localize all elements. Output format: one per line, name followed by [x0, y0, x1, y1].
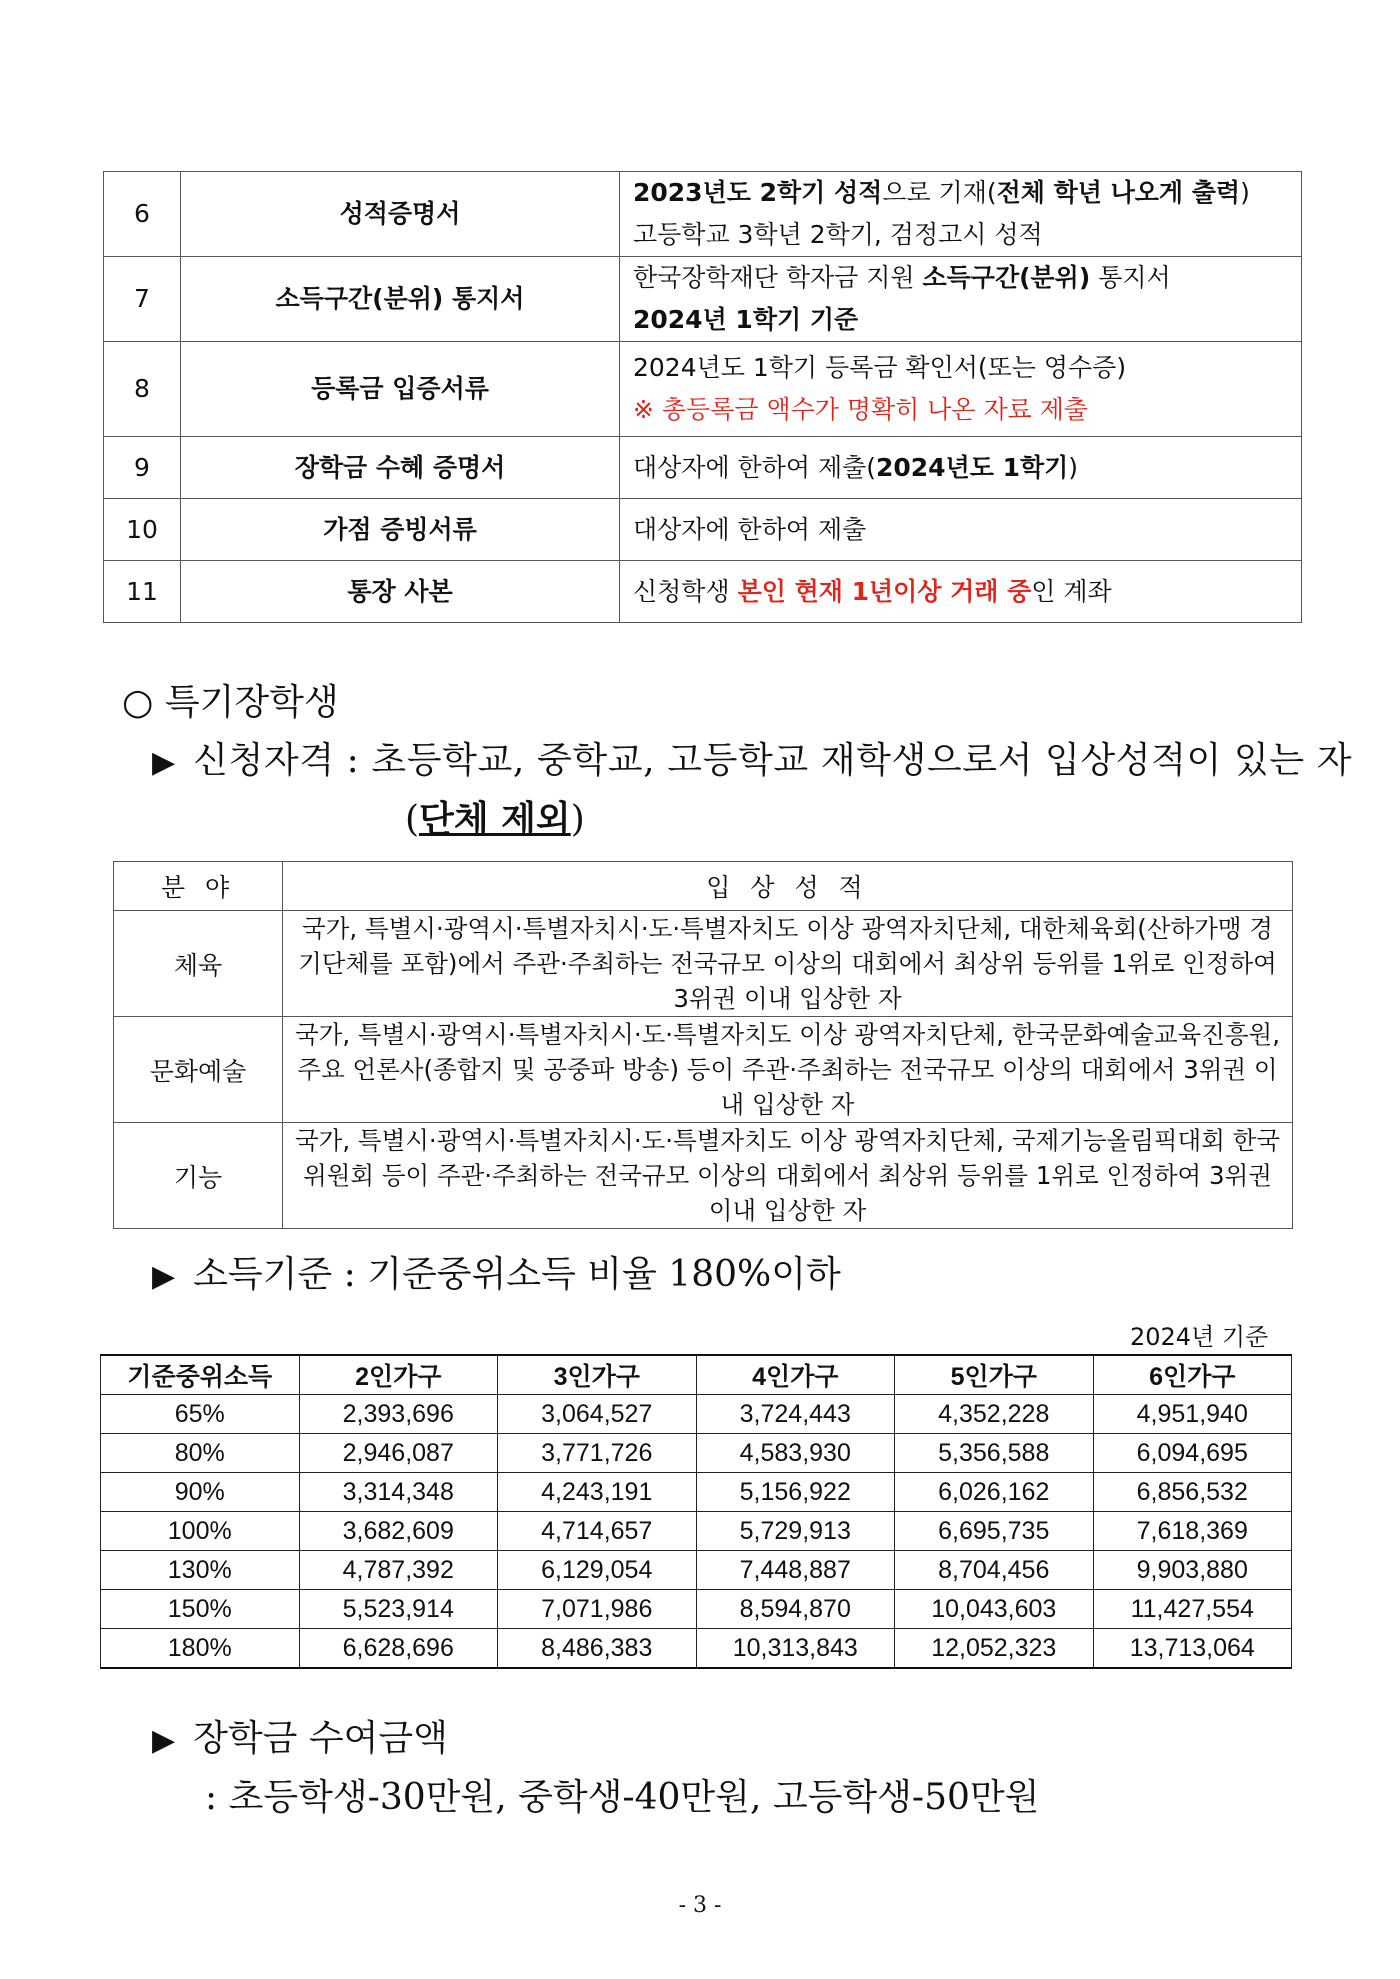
description-segment: ※ 총등록금 액수가 명확히 나온 자료 제출 [633, 395, 1089, 424]
description-segment: 소득구간(분위) [922, 263, 1091, 292]
income-table [100, 1354, 1292, 1669]
award-criteria: 국가, 특별시·광역시·특별자치시·도·특별자치도 이상 광역자치단체, 국제기능올림픽대회 한국위원회 등이 주관·주최하는 전국규모 이상의 대회에서 최상위 등위를 1위로 인정하여 3위권 이내 입상한 자 [283, 1123, 1293, 1229]
income-value-cell: 3,771,726 [498, 1434, 697, 1473]
description-segment: 전체 학년 나오게 출력 [996, 178, 1241, 207]
document-description [620, 437, 1302, 499]
income-value-cell: 10,043,603 [895, 1590, 1094, 1629]
income-value-cell: 4,352,228 [895, 1395, 1094, 1434]
description-segment: 통지서 [1090, 263, 1171, 292]
description-line [633, 571, 1301, 613]
income-value-cell: 9,903,880 [1093, 1551, 1292, 1590]
income-value-cell: 4,787,392 [299, 1551, 498, 1590]
income-value-cell: 5,523,914 [299, 1590, 498, 1629]
description-segment: ) [1068, 452, 1079, 482]
income-header-cell: 5인가구 [895, 1355, 1094, 1395]
document-description [620, 342, 1302, 437]
paren-close: ) [570, 799, 585, 840]
document-row [104, 257, 1302, 342]
income-value-cell: 7,448,887 [696, 1551, 895, 1590]
income-percent-cell: 80% [101, 1434, 300, 1473]
document-number: 8 [104, 342, 181, 437]
income-percent-cell: 65% [101, 1395, 300, 1434]
amount-heading [152, 1716, 448, 1764]
document-description [620, 172, 1302, 257]
document-row [104, 499, 1302, 561]
income-header-cell: 2인가구 [299, 1355, 498, 1395]
description-segment: 한국장학재단 학자금 지원 [633, 263, 923, 292]
document-description [620, 499, 1302, 561]
description-segment: 2024년도 1학기 [876, 452, 1069, 482]
income-value-cell: 4,243,191 [498, 1473, 697, 1512]
income-header-cell: 4인가구 [696, 1355, 895, 1395]
right-triangle-icon: ▶ [152, 1723, 176, 1758]
income-heading-text: 소득기준 : 기준중위소득 비율 180%이하 [193, 1254, 841, 1295]
description-line [633, 389, 1301, 431]
required-documents-table [103, 171, 1302, 623]
income-value-cell: 3,724,443 [696, 1395, 895, 1434]
awards-table [113, 861, 1293, 1229]
income-value-cell: 10,313,843 [696, 1629, 895, 1669]
awards-header-award: 입 상 성 적 [283, 862, 1293, 911]
description-line [633, 347, 1301, 389]
income-heading [152, 1252, 841, 1300]
document-name: 장학금 수혜 증명서 [181, 437, 620, 499]
document-number: 7 [104, 257, 181, 342]
award-criteria: 국가, 특별시·광역시·특별자치시·도·특별자치도 이상 광역자치단체, 한국문화예술교육진흥원, 주요 언론사(종합지 및 공중파 방송) 등이 주관·주최하는 전국규모 이상의 대회에서 3위권 이내 입상한 자 [283, 1017, 1293, 1123]
income-row [101, 1395, 1292, 1434]
award-field: 기능 [114, 1123, 283, 1229]
page-number: - 3 - [678, 1893, 722, 1918]
document-row [104, 437, 1302, 499]
income-value-cell: 8,594,870 [696, 1590, 895, 1629]
document-row [104, 561, 1302, 623]
description-line [633, 509, 1301, 551]
income-percent-cell: 150% [101, 1590, 300, 1629]
document-number: 6 [104, 172, 181, 257]
description-line [633, 299, 1301, 341]
award-criteria: 국가, 특별시·광역시·특별자치시·도·특별자치도 이상 광역자치단체, 대한체육회(산하가맹 경기단체를 포함)에서 주관·주최하는 전국규모 이상의 대회에서 최상위 등위를 1위로 인정하여 3위권 이내 입상한 자 [283, 911, 1293, 1017]
income-value-cell: 7,618,369 [1093, 1512, 1292, 1551]
document-number: 11 [104, 561, 181, 623]
award-field: 체육 [114, 911, 283, 1017]
description-segment: 2024년 1학기 기준 [633, 305, 859, 334]
description-segment: 2023년도 2학기 성적 [633, 178, 883, 207]
income-value-cell: 6,628,696 [299, 1629, 498, 1669]
description-segment: 대상자에 한하여 제출 [633, 514, 867, 544]
income-row [101, 1629, 1292, 1669]
right-triangle-icon: ▶ [152, 1259, 176, 1294]
award-row [114, 911, 1293, 1017]
income-value-cell: 3,064,527 [498, 1395, 697, 1434]
income-value-cell: 3,314,348 [299, 1473, 498, 1512]
amount-detail: : 초등학생-30만원, 중학생-40만원, 고등학생-50만원 [205, 1777, 1040, 1818]
description-line [633, 172, 1301, 214]
qualification-text: 신청자격 : 초등학교, 중학교, 고등학교 재학생으로서 입상성적이 있는 자 [193, 740, 1353, 781]
income-value-cell: 6,129,054 [498, 1551, 697, 1590]
income-row [101, 1434, 1292, 1473]
award-field: 문화예술 [114, 1017, 283, 1123]
document-name: 등록금 입증서류 [181, 342, 620, 437]
income-value-cell: 11,427,554 [1093, 1590, 1292, 1629]
awards-header-field: 분 야 [114, 862, 283, 911]
description-segment: ) [1240, 178, 1250, 207]
description-segment: 2024년도 1학기 등록금 확인서(또는 영수증) [633, 353, 1127, 382]
document-name: 소득구간(분위) 통지서 [181, 257, 620, 342]
exclusion-text: 단체 제외 [419, 798, 571, 840]
document-number: 9 [104, 437, 181, 499]
income-value-cell: 8,704,456 [895, 1551, 1094, 1590]
income-value-cell: 8,486,383 [498, 1629, 697, 1669]
income-value-cell: 12,052,323 [895, 1629, 1094, 1669]
income-value-cell: 4,714,657 [498, 1512, 697, 1551]
document-row [104, 172, 1302, 257]
income-value-cell: 6,695,735 [895, 1512, 1094, 1551]
description-line [633, 257, 1301, 299]
qualification-line [152, 738, 1353, 786]
document-number: 10 [104, 499, 181, 561]
document-row [104, 342, 1302, 437]
income-value-cell: 2,946,087 [299, 1434, 498, 1473]
income-value-cell: 2,393,696 [299, 1395, 498, 1434]
income-value-cell: 4,951,940 [1093, 1395, 1292, 1434]
income-header-row [101, 1355, 1292, 1395]
income-value-cell: 5,729,913 [696, 1512, 895, 1551]
income-percent-cell: 130% [101, 1551, 300, 1590]
income-percent-cell: 100% [101, 1512, 300, 1551]
description-line [633, 447, 1301, 489]
income-value-cell: 4,583,930 [696, 1434, 895, 1473]
income-note: 2024년 기준 [1130, 1323, 1269, 1351]
income-value-cell: 5,156,922 [696, 1473, 895, 1512]
award-row [114, 1017, 1293, 1123]
income-row [101, 1590, 1292, 1629]
description-segment: 으로 기재( [882, 178, 997, 207]
qualification-exclusion [405, 796, 585, 843]
right-triangle-icon: ▶ [152, 745, 176, 780]
document-name: 성적증명서 [181, 172, 620, 257]
income-value-cell: 13,713,064 [1093, 1629, 1292, 1669]
income-row [101, 1473, 1292, 1512]
description-segment: 고등학교 3학년 2학기, 검정고시 성적 [633, 220, 1043, 249]
special-scholarship-title: ○ 특기장학생 [122, 682, 339, 723]
description-line [633, 214, 1301, 256]
income-row [101, 1551, 1292, 1590]
document-name: 가점 증빙서류 [181, 499, 620, 561]
award-row [114, 1123, 1293, 1229]
income-row [101, 1512, 1292, 1551]
description-segment: 인 계좌 [1031, 576, 1112, 606]
income-header-cell: 기준중위소득 [101, 1355, 300, 1395]
income-percent-cell: 180% [101, 1629, 300, 1669]
income-value-cell: 5,356,588 [895, 1434, 1094, 1473]
document-name: 통장 사본 [181, 561, 620, 623]
document-description [620, 257, 1302, 342]
paren-open: ( [405, 799, 420, 840]
income-header-cell: 3인가구 [498, 1355, 697, 1395]
amount-heading-text: 장학금 수여금액 [193, 1718, 448, 1759]
income-header-cell: 6인가구 [1093, 1355, 1292, 1395]
description-segment: 신청학생 [633, 576, 738, 606]
description-segment: 본인 현재 1년이상 거래 중 [737, 576, 1032, 606]
income-value-cell: 6,094,695 [1093, 1434, 1292, 1473]
description-segment: 대상자에 한하여 제출( [633, 452, 876, 482]
income-value-cell: 6,856,532 [1093, 1473, 1292, 1512]
income-percent-cell: 90% [101, 1473, 300, 1512]
income-value-cell: 3,682,609 [299, 1512, 498, 1551]
income-value-cell: 7,071,986 [498, 1590, 697, 1629]
document-description [620, 561, 1302, 623]
income-value-cell: 6,026,162 [895, 1473, 1094, 1512]
